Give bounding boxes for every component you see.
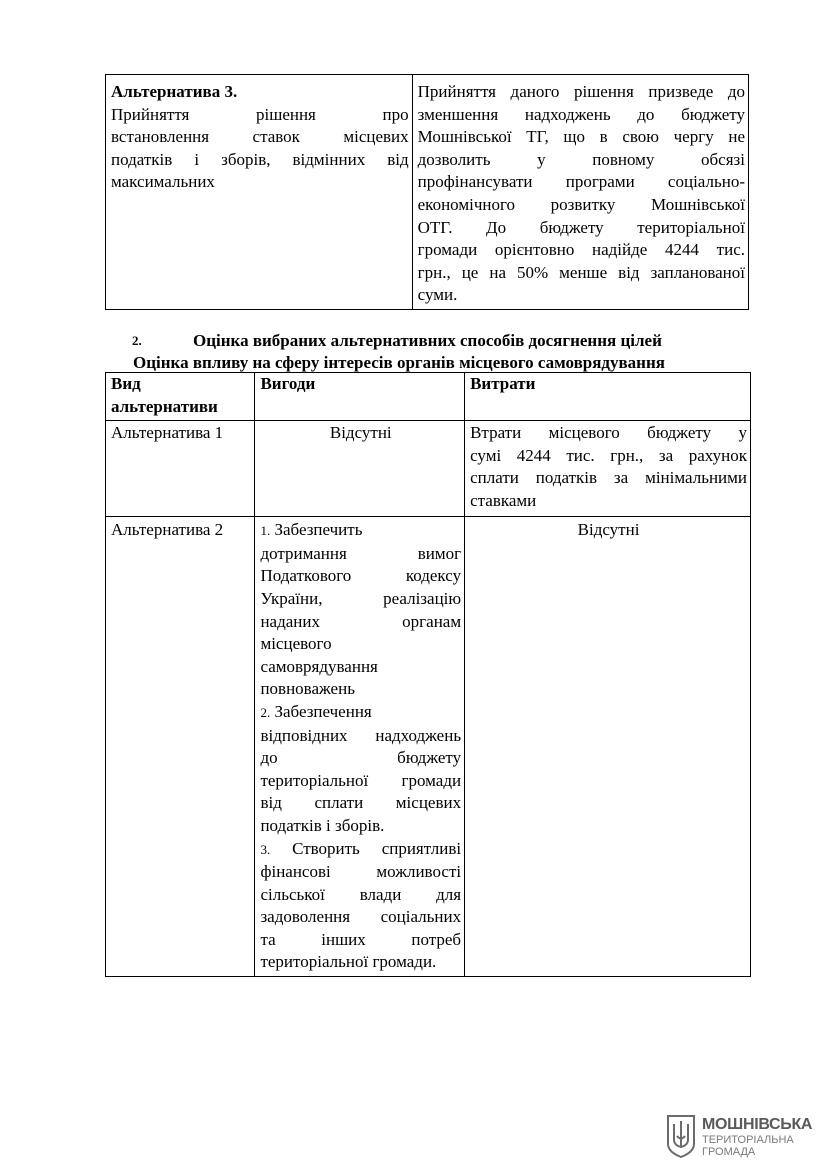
section-title: Оцінка вибраних альтернативних способів досягнення цілей <box>193 331 662 350</box>
text-line: сплати податків за мінімальними <box>470 468 747 488</box>
impact-assessment-table <box>105 372 751 977</box>
text-line: максимальних <box>111 172 215 192</box>
alternative-3-table <box>105 74 749 310</box>
item-number: 3. <box>260 841 271 857</box>
cell-text: Відсутні <box>329 423 392 443</box>
text-line: ОТГ. До бюджету територіальної <box>417 217 745 237</box>
text-line: до бюджету <box>260 748 462 768</box>
text-line: встановлення ставок місцевих <box>111 127 409 147</box>
text-line: Забезпечить <box>274 520 363 540</box>
table-header-row <box>106 373 751 421</box>
header-text: Вид <box>111 374 141 393</box>
alternative-3-consequences <box>412 75 748 310</box>
header-alternative-type <box>106 373 255 421</box>
text-line: ставками <box>470 490 537 510</box>
trident-emblem-icon <box>666 1114 696 1158</box>
text-line: України, реалізацію <box>260 588 462 608</box>
cell-text: Альтернатива 2 <box>111 520 224 540</box>
text-line: Втрати місцевого бюджету у <box>470 423 747 443</box>
text-line: самоврядування <box>260 656 378 676</box>
text-line: громади орієнтовно надійде 4244 тис. <box>417 240 745 260</box>
list-item <box>260 838 461 862</box>
text-line: фінансові можливості <box>260 862 462 882</box>
text-line: територіальної громади. <box>260 952 437 972</box>
text-line: Забезпечення <box>274 701 372 721</box>
alternative-3-title: Альтернатива 3. <box>111 82 238 101</box>
text-line: сільської влади для <box>260 884 462 904</box>
text-line: зменшення надходжень до бюджету <box>417 104 745 124</box>
text-line: податків і зборів, відмінних від <box>111 149 409 169</box>
header-benefits: Вигоди <box>255 373 465 421</box>
text-line: повноважень <box>260 679 355 699</box>
text-line: податків і зборів. <box>260 815 385 835</box>
logo-title: МОШНІВСЬКА <box>702 1116 813 1133</box>
text-line: та інших потреб <box>260 929 462 949</box>
row-alternative-2-benefits <box>255 517 465 977</box>
logo-subtitle <box>702 1134 794 1158</box>
section-number: 2. <box>132 333 142 348</box>
text-line: Створить сприятливі <box>292 838 462 858</box>
text-line: Податкового кодексу <box>260 566 462 586</box>
text-line: наданих органам <box>260 611 462 631</box>
text-line: економічного розвитку Мошнівської <box>417 194 745 214</box>
item-number: 1. <box>260 523 271 539</box>
subheading-text: Оцінка впливу на сферу інтересів органів місцевого самоврядування <box>133 353 665 372</box>
item-number: 2. <box>260 704 271 720</box>
text-line: Прийняття рішення про <box>111 104 409 124</box>
text-line: Прийняття даного рішення призведе до <box>417 82 745 101</box>
table-row <box>106 421 751 517</box>
text-line: задоволення соціальних <box>260 907 462 927</box>
row-alternative-1-name <box>106 421 255 517</box>
row-alternative-2-name <box>106 517 255 977</box>
logo-subtitle-line: ГРОМАДА <box>702 1146 756 1158</box>
text-line: грн., це на 50% менше від запланованої <box>417 262 745 282</box>
header-text: альтернативи <box>111 396 218 416</box>
text-line: від сплати місцевих <box>260 793 462 813</box>
row-alternative-2-costs <box>465 517 751 977</box>
text-line: дозволить у повному обсязі <box>417 149 745 169</box>
cell-text: Альтернатива 1 <box>111 423 224 443</box>
list-item <box>260 519 461 543</box>
row-alternative-1-costs <box>465 421 751 517</box>
community-logo <box>666 1114 812 1160</box>
text-line: дотримання вимог <box>260 543 462 563</box>
table-row <box>106 517 751 977</box>
header-costs: Витрати <box>465 373 751 421</box>
list-item <box>260 701 461 725</box>
text-line: сумі 4244 тис. грн., за рахунок <box>470 445 747 465</box>
text-line: відповідних надходжень <box>260 725 462 745</box>
text-line: суми. <box>417 285 458 305</box>
text-line: Мошнівської ТГ, що в свою чергу не <box>417 127 745 147</box>
row-alternative-1-benefits <box>255 421 465 517</box>
text-line: територіальної громади <box>260 770 462 790</box>
text-line: профінансувати програми соціально- <box>417 172 745 192</box>
text-line: місцевого <box>260 634 332 654</box>
alternative-3-description <box>106 75 413 310</box>
cell-text: Відсутні <box>577 520 640 540</box>
logo-subtitle-line: ТЕРИТОРІАЛЬНА <box>702 1134 794 1146</box>
